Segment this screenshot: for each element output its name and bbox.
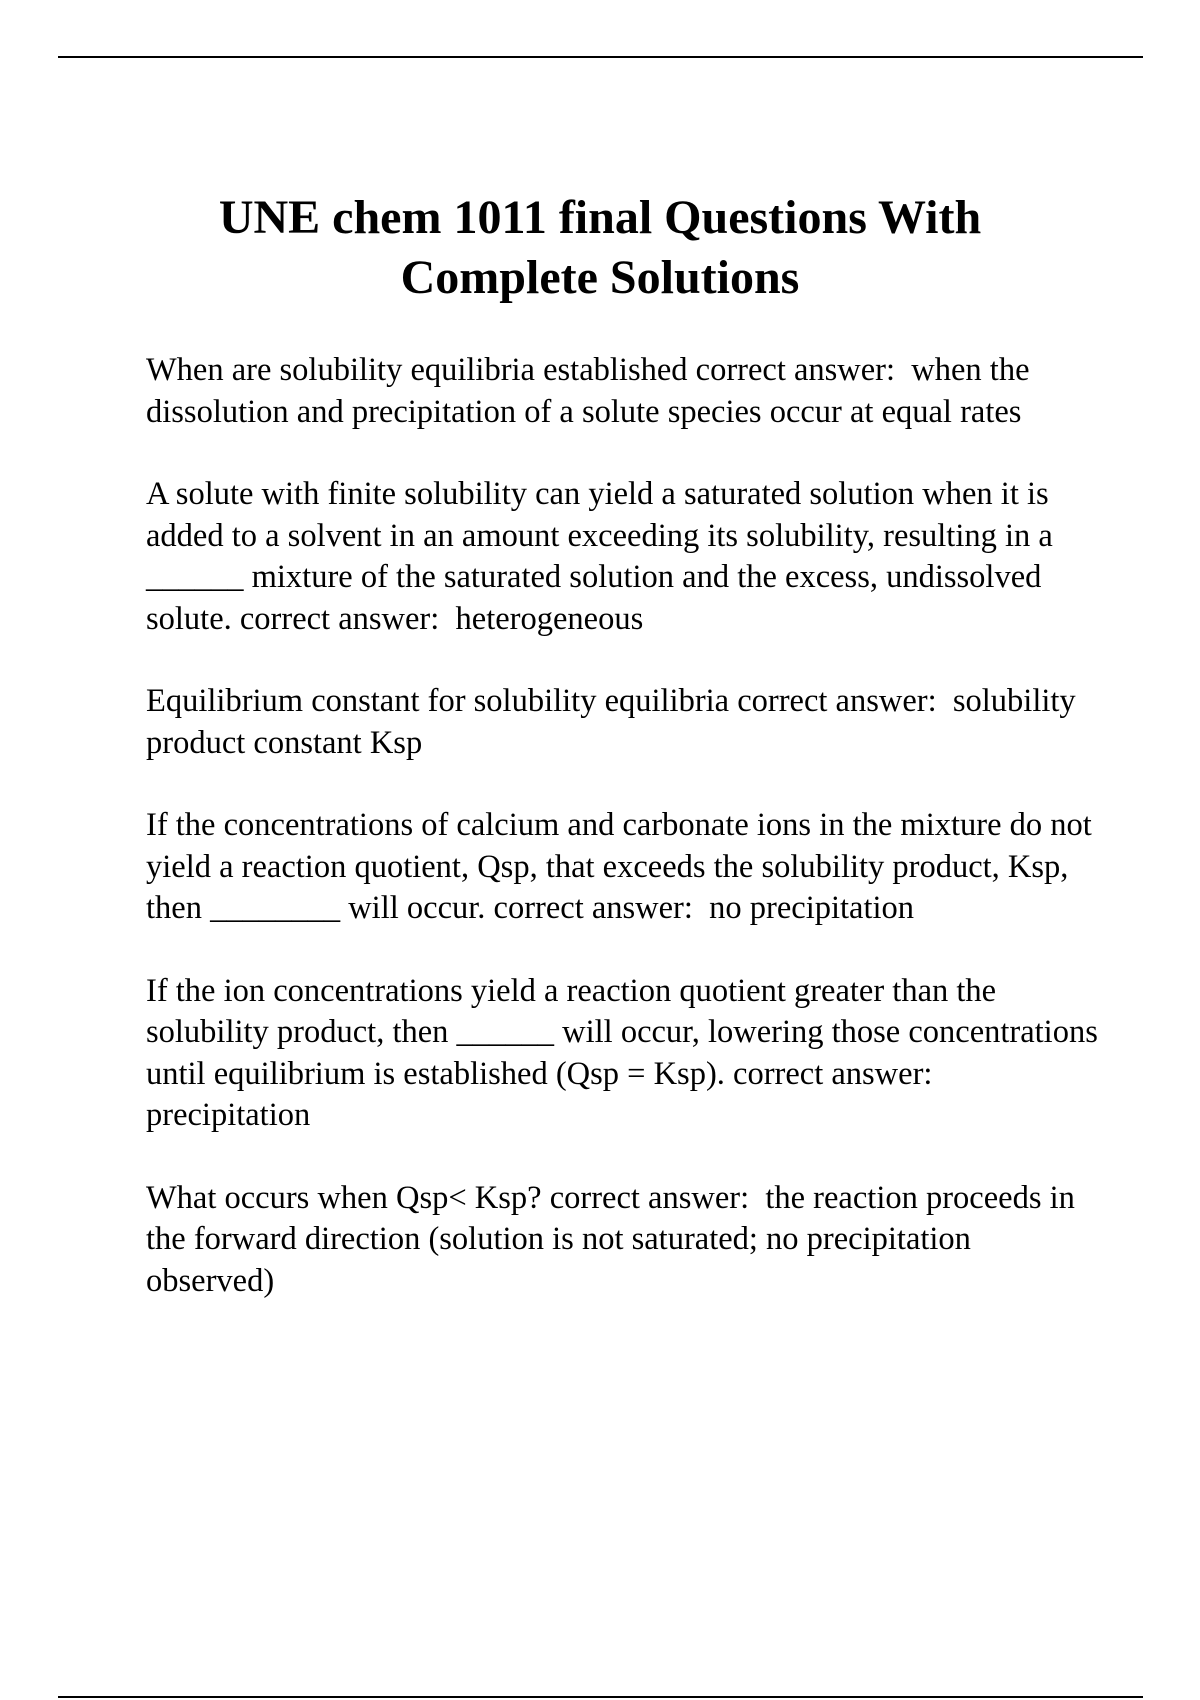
qa-item-2: A solute with finite solubility can yield a saturated solution when it is added to a solvent in an amount exceeding its solubility, resulting in a ______ mixture of the saturated solution and the excess, undissolved solute. correct answer: heterogeneous: [146, 476, 1061, 637]
title-line-2: Complete Solutions: [400, 251, 800, 304]
title-line-1: UNE chem 1011 final Questions With: [218, 191, 982, 244]
question-answer-list: [146, 350, 1106, 1343]
bottom-rule: [58, 1696, 1143, 1698]
qa-item-3: Equilibrium constant for solubility equilibria correct answer: solubility product constant Ksp: [146, 683, 1084, 761]
page-title: [100, 188, 1100, 308]
qa-item-1: When are solubility equilibria established correct answer: when the dissolution and precipitation of a solute species occur at equal rates: [146, 352, 1038, 430]
top-rule: [58, 56, 1143, 58]
qa-item-6: What occurs when Qsp< Ksp? correct answer: the reaction proceeds in the forward direction (solution is not saturated; no precipitation observed): [146, 1179, 1083, 1299]
qa-item-5: If the ion concentrations yield a reaction quotient greater than the solubility product, then ______ will occur, lowering those concentrations until equilibrium is established (Qsp = Ksp). correct answer: precipitation: [146, 972, 1106, 1133]
qa-item-4: If the concentrations of calcium and carbonate ions in the mixture do not yield a reaction quotient, Qsp, that exceeds the solubility product, Ksp, then ________ will occur. correct answer: no precipitation: [146, 807, 1100, 926]
